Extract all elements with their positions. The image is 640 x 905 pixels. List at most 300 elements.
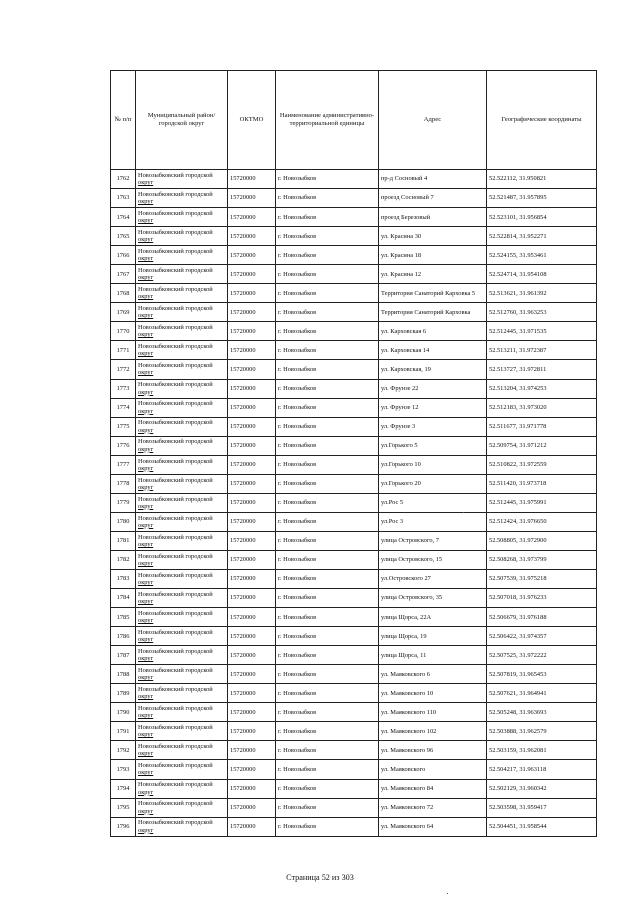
- cell-coordinates: 52.505248, 31.963693: [487, 703, 597, 722]
- municipality-line1: Новозыбковский городской: [138, 400, 213, 408]
- table-row: [111, 170, 597, 189]
- cell-oktmo: 15720000: [228, 798, 276, 817]
- cell-address: улица Щорса, 19: [379, 627, 487, 646]
- cell-coordinates: 52.511677, 31.971778: [487, 417, 597, 436]
- table-row: [111, 665, 597, 684]
- cell-territory: г. Новозыбков: [276, 550, 379, 569]
- cell-num: 1789: [111, 684, 136, 703]
- cell-coordinates: 52.507539, 31.975218: [487, 569, 597, 588]
- cell-oktmo: 15720000: [228, 189, 276, 208]
- cell-num: 1762: [111, 170, 136, 189]
- cell-address: ул.Рос 5: [379, 493, 487, 512]
- table-header: [111, 71, 597, 170]
- cell-address: ул. Маяковского: [379, 760, 487, 779]
- table-row: [111, 817, 597, 836]
- cell-coordinates: 52.504217, 31.963118: [487, 760, 597, 779]
- municipality-line2: округ: [138, 236, 154, 244]
- cell-address: улица Островского, 15: [379, 550, 487, 569]
- municipality-line1: Новозыбковский городской: [138, 171, 213, 179]
- municipality-line1: Новозыбковский городской: [138, 800, 213, 808]
- cell-oktmo: 15720000: [228, 341, 276, 360]
- municipality-line1: Новозыбковский городской: [138, 533, 213, 541]
- municipality-line2: округ: [138, 445, 154, 453]
- municipality-line1: Новозыбковский городской: [138, 686, 213, 694]
- municipality-line1: Новозыбковский городской: [138, 419, 213, 427]
- table-row: [111, 798, 597, 817]
- municipality-line2: округ: [138, 331, 154, 339]
- cell-coordinates: 52.512183, 31.973020: [487, 398, 597, 417]
- cell-coordinates: 52.513204, 31.974253: [487, 379, 597, 398]
- cell-coordinates: 52.510822, 31.972559: [487, 455, 597, 474]
- cell-address: ул. Маяковского 6: [379, 665, 487, 684]
- cell-territory: г. Новозыбков: [276, 665, 379, 684]
- cell-address: ул. Маяковского 64: [379, 817, 487, 836]
- municipality-line2: округ: [138, 769, 154, 777]
- cell-municipality: [136, 493, 228, 512]
- cell-address: улица Щорса, 11: [379, 646, 487, 665]
- cell-num: 1786: [111, 627, 136, 646]
- cell-num: 1773: [111, 379, 136, 398]
- cell-municipality: [136, 817, 228, 836]
- municipality-line1: Новозыбковский городской: [138, 190, 213, 198]
- table-row: [111, 779, 597, 798]
- cell-coordinates: 52.512445, 31.975991: [487, 493, 597, 512]
- municipality-line1: Новозыбковский городской: [138, 343, 213, 351]
- cell-oktmo: 15720000: [228, 417, 276, 436]
- table-row: [111, 379, 597, 398]
- cell-address: ул. Фрунзе 22: [379, 379, 487, 398]
- header-territory: Наименование административно-территориальной единицы: [276, 71, 379, 170]
- municipality-line2: округ: [138, 483, 154, 491]
- cell-num: 1777: [111, 455, 136, 474]
- cell-num: 1791: [111, 722, 136, 741]
- table-row: [111, 627, 597, 646]
- municipality-line1: Новозыбковский городской: [138, 248, 213, 255]
- cell-oktmo: 15720000: [228, 569, 276, 588]
- cell-address: ул. Маяковского 110: [379, 703, 487, 722]
- cell-num: 1765: [111, 227, 136, 246]
- municipality-line1: Новозыбковский городской: [138, 362, 213, 370]
- cell-territory: г. Новозыбков: [276, 722, 379, 741]
- cell-territory: г. Новозыбков: [276, 531, 379, 550]
- cell-municipality: [136, 360, 228, 379]
- cell-address: ул. Маяковского 84: [379, 779, 487, 798]
- cell-oktmo: 15720000: [228, 550, 276, 569]
- cell-territory: г. Новозыбков: [276, 779, 379, 798]
- cell-num: 1793: [111, 760, 136, 779]
- municipality-line2: округ: [138, 521, 154, 529]
- cell-oktmo: 15720000: [228, 436, 276, 455]
- cell-territory: г. Новозыбков: [276, 284, 379, 303]
- cell-territory: г. Новозыбков: [276, 798, 379, 817]
- municipality-line1: Новозыбковский городской: [138, 571, 213, 579]
- cell-municipality: [136, 341, 228, 360]
- cell-oktmo: 15720000: [228, 360, 276, 379]
- cell-num: 1771: [111, 341, 136, 360]
- cell-address: ул. Фрунзе 3: [379, 417, 487, 436]
- municipality-line1: Новозыбковский городской: [138, 647, 213, 655]
- cell-num: 1774: [111, 398, 136, 417]
- cell-territory: г. Новозыбков: [276, 303, 379, 322]
- cell-num: 1787: [111, 646, 136, 665]
- table-row: [111, 589, 597, 608]
- cell-municipality: [136, 627, 228, 646]
- cell-address: улица Островского, 35: [379, 589, 487, 608]
- cell-oktmo: 15720000: [228, 684, 276, 703]
- cell-territory: г. Новозыбков: [276, 265, 379, 284]
- cell-coordinates: 52.512445, 31.971535: [487, 322, 597, 341]
- cell-address: ул. Красина 12: [379, 265, 487, 284]
- municipality-line1: Новозыбковский городской: [138, 438, 213, 446]
- cell-num: 1790: [111, 703, 136, 722]
- municipality-line2: округ: [138, 655, 154, 663]
- municipality-line2: округ: [138, 312, 154, 320]
- cell-municipality: [136, 608, 228, 627]
- municipality-line1: Новозыбковский городской: [138, 609, 213, 617]
- municipality-line1: Новозыбковский городской: [138, 228, 213, 236]
- table-row: [111, 474, 597, 493]
- cell-num: 1768: [111, 284, 136, 303]
- cell-territory: г. Новозыбков: [276, 817, 379, 836]
- cell-municipality: [136, 722, 228, 741]
- cell-coordinates: 52.522112, 31.950821: [487, 170, 597, 189]
- table-row: [111, 303, 597, 322]
- cell-oktmo: 15720000: [228, 703, 276, 722]
- cell-territory: г. Новозыбков: [276, 608, 379, 627]
- municipality-line1: Новозыбковский городской: [138, 324, 213, 332]
- cell-num: 1782: [111, 550, 136, 569]
- table-row: [111, 550, 597, 569]
- cell-territory: г. Новозыбков: [276, 760, 379, 779]
- cell-coordinates: 52.504451, 31.958544: [487, 817, 597, 836]
- table-row: [111, 493, 597, 512]
- municipality-line1: Новозыбковский городской: [138, 305, 213, 313]
- municipality-line2: округ: [138, 693, 154, 701]
- municipality-line1: Новозыбковский городской: [138, 628, 213, 636]
- cell-territory: г. Новозыбков: [276, 417, 379, 436]
- cell-oktmo: 15720000: [228, 779, 276, 798]
- cell-address: ул. Маяковского 72: [379, 798, 487, 817]
- cell-municipality: [136, 208, 228, 227]
- cell-oktmo: 15720000: [228, 589, 276, 608]
- cell-municipality: [136, 569, 228, 588]
- cell-territory: г. Новозыбков: [276, 360, 379, 379]
- municipality-line1: Новозыбковский городской: [138, 667, 213, 675]
- municipality-line2: округ: [138, 788, 154, 796]
- municipality-line2: округ: [138, 617, 154, 625]
- cell-address: Территория Санаторий Карховка: [379, 303, 487, 322]
- cell-territory: г. Новозыбков: [276, 569, 379, 588]
- cell-num: 1794: [111, 779, 136, 798]
- cell-address: улица Островского, 7: [379, 531, 487, 550]
- municipality-line2: округ: [138, 712, 154, 720]
- municipality-line1: Новозыбковский городской: [138, 476, 213, 484]
- table-row: [111, 189, 597, 208]
- cell-territory: г. Новозыбков: [276, 341, 379, 360]
- cell-address: ул. Фрунзе 12: [379, 398, 487, 417]
- table-row: [111, 360, 597, 379]
- cell-territory: г. Новозыбков: [276, 189, 379, 208]
- cell-municipality: [136, 322, 228, 341]
- cell-address: Территория Санаторий Карховка 5: [379, 284, 487, 303]
- cell-municipality: [136, 550, 228, 569]
- municipality-line1: Новозыбковский городской: [138, 724, 213, 732]
- municipality-line1: Новозыбковский городской: [138, 495, 213, 503]
- table-row: [111, 512, 597, 531]
- cell-oktmo: 15720000: [228, 531, 276, 550]
- cell-coordinates: 52.503888, 31.962579: [487, 722, 597, 741]
- municipality-line2: округ: [138, 369, 154, 377]
- cell-address: ул. Маяковского 10: [379, 684, 487, 703]
- table-row: [111, 646, 597, 665]
- municipality-line1: Новозыбковский городской: [138, 819, 213, 827]
- cell-coordinates: 52.513727, 31.972811: [487, 360, 597, 379]
- cell-oktmo: 15720000: [228, 512, 276, 531]
- cell-oktmo: 15720000: [228, 646, 276, 665]
- municipality-line1: Новозыбковский городской: [138, 381, 213, 389]
- cell-address: улица Щорса, 22А: [379, 608, 487, 627]
- table-row: [111, 569, 597, 588]
- cell-num: 1769: [111, 303, 136, 322]
- cell-municipality: [136, 741, 228, 760]
- municipality-line2: округ: [138, 179, 154, 187]
- municipality-line2: округ: [138, 407, 154, 415]
- municipality-line2: округ: [138, 274, 154, 282]
- cell-coordinates: 52.506679, 31.976188: [487, 608, 597, 627]
- cell-municipality: [136, 417, 228, 436]
- cell-coordinates: 52.511420, 31.973718: [487, 474, 597, 493]
- municipality-line2: округ: [138, 826, 154, 834]
- municipality-line2: округ: [138, 502, 154, 510]
- table-row: [111, 722, 597, 741]
- cell-territory: г. Новозыбков: [276, 646, 379, 665]
- cell-coordinates: 52.509754, 31.971212: [487, 436, 597, 455]
- cell-oktmo: 15720000: [228, 817, 276, 836]
- cell-territory: г. Новозыбков: [276, 512, 379, 531]
- cell-municipality: [136, 379, 228, 398]
- cell-num: 1779: [111, 493, 136, 512]
- table-row: [111, 703, 597, 722]
- cell-address: ул.Горького 20: [379, 474, 487, 493]
- cell-oktmo: 15720000: [228, 627, 276, 646]
- cell-municipality: [136, 798, 228, 817]
- cell-coordinates: 52.507525, 31.972222: [487, 646, 597, 665]
- municipality-line2: округ: [138, 674, 154, 682]
- cell-address: ул. Красина 30: [379, 227, 487, 246]
- cell-municipality: [136, 246, 228, 265]
- table-body: [111, 170, 597, 837]
- cell-coordinates: 52.524714, 31.954108: [487, 265, 597, 284]
- municipality-line2: округ: [138, 750, 154, 758]
- cell-coordinates: 52.512760, 31.963253: [487, 303, 597, 322]
- cell-coordinates: 52.521487, 31.957895: [487, 189, 597, 208]
- cell-num: 1788: [111, 665, 136, 684]
- cell-coordinates: 52.502129, 31.960342: [487, 779, 597, 798]
- cell-oktmo: 15720000: [228, 170, 276, 189]
- table-row: [111, 455, 597, 474]
- cell-oktmo: 15720000: [228, 322, 276, 341]
- cell-oktmo: 15720000: [228, 665, 276, 684]
- header-address: Адрес: [379, 71, 487, 170]
- cell-address: ул. Карховская 6: [379, 322, 487, 341]
- cell-municipality: [136, 684, 228, 703]
- cell-oktmo: 15720000: [228, 208, 276, 227]
- table-row: [111, 741, 597, 760]
- cell-municipality: [136, 303, 228, 322]
- header-municipality: Муниципальный район/городской округ: [136, 71, 228, 170]
- municipality-line2: округ: [138, 464, 154, 472]
- cell-num: 1764: [111, 208, 136, 227]
- municipality-line1: Новозыбковский городской: [138, 590, 213, 598]
- cell-territory: г. Новозыбков: [276, 246, 379, 265]
- table-row: [111, 284, 597, 303]
- municipality-line2: округ: [138, 350, 154, 358]
- cell-num: 1780: [111, 512, 136, 531]
- cell-address: проезд Березовый: [379, 208, 487, 227]
- cell-municipality: [136, 531, 228, 550]
- cell-municipality: [136, 760, 228, 779]
- cell-num: 1783: [111, 569, 136, 588]
- municipality-line1: Новозыбковский городской: [138, 209, 213, 217]
- municipality-line1: Новозыбковский городской: [138, 457, 213, 465]
- cell-territory: г. Новозыбков: [276, 474, 379, 493]
- cell-coordinates: 52.507018, 31.976233: [487, 589, 597, 608]
- cell-coordinates: 52.508805, 31.972900: [487, 531, 597, 550]
- cell-num: 1781: [111, 531, 136, 550]
- table-row: [111, 208, 597, 227]
- municipality-line2: округ: [138, 255, 154, 263]
- cell-num: 1785: [111, 608, 136, 627]
- cell-municipality: [136, 646, 228, 665]
- cell-address: ул.Рос 3: [379, 512, 487, 531]
- cell-num: 1775: [111, 417, 136, 436]
- cell-coordinates: 52.513621, 31.961392: [487, 284, 597, 303]
- cell-oktmo: 15720000: [228, 455, 276, 474]
- cell-municipality: [136, 436, 228, 455]
- cell-address: ул.Островского 27: [379, 569, 487, 588]
- cell-oktmo: 15720000: [228, 227, 276, 246]
- cell-territory: г. Новозыбков: [276, 455, 379, 474]
- cell-territory: г. Новозыбков: [276, 741, 379, 760]
- municipality-line2: округ: [138, 293, 154, 301]
- municipality-line2: округ: [138, 540, 154, 548]
- table-row: [111, 417, 597, 436]
- cell-municipality: [136, 665, 228, 684]
- cell-municipality: [136, 284, 228, 303]
- cell-coordinates: 52.522814, 31.952271: [487, 227, 597, 246]
- cell-municipality: [136, 455, 228, 474]
- cell-coordinates: 52.508268, 31.973799: [487, 550, 597, 569]
- cell-territory: г. Новозыбков: [276, 627, 379, 646]
- municipality-line1: Новозыбковский городской: [138, 552, 213, 560]
- table-row: [111, 341, 597, 360]
- table-row: [111, 531, 597, 550]
- cell-territory: г. Новозыбков: [276, 208, 379, 227]
- municipality-line1: Новозыбковский городской: [138, 781, 213, 789]
- cell-num: 1767: [111, 265, 136, 284]
- cell-coordinates: 52.503159, 31.962081: [487, 741, 597, 760]
- header-oktmo: ОКТМО: [228, 71, 276, 170]
- cell-oktmo: 15720000: [228, 760, 276, 779]
- municipality-line2: округ: [138, 731, 154, 739]
- cell-num: 1770: [111, 322, 136, 341]
- cell-coordinates: 52.503598, 31.959417: [487, 798, 597, 817]
- cell-num: 1772: [111, 360, 136, 379]
- page-number: Страница 52 из 303: [286, 873, 354, 882]
- registry-table: [110, 70, 597, 837]
- municipality-line2: округ: [138, 198, 154, 206]
- cell-territory: г. Новозыбков: [276, 227, 379, 246]
- cell-municipality: [136, 189, 228, 208]
- cell-coordinates: 52.513211, 31.972387: [487, 341, 597, 360]
- cell-address: ул. Красина 18: [379, 246, 487, 265]
- table-row: [111, 436, 597, 455]
- cell-address: ул. Маяковского 96: [379, 741, 487, 760]
- municipality-line1: Новозыбковский городской: [138, 762, 213, 770]
- cell-address: ул. Карховская 14: [379, 341, 487, 360]
- cell-oktmo: 15720000: [228, 246, 276, 265]
- cell-territory: г. Новозыбков: [276, 398, 379, 417]
- table-row: [111, 684, 597, 703]
- cell-territory: г. Новозыбков: [276, 684, 379, 703]
- cell-territory: г. Новозыбков: [276, 493, 379, 512]
- cell-address: проезд Сосновый 7: [379, 189, 487, 208]
- cell-address: пр-д Сосновый 4: [379, 170, 487, 189]
- table-row: [111, 246, 597, 265]
- cell-municipality: [136, 512, 228, 531]
- cell-oktmo: 15720000: [228, 303, 276, 322]
- cell-municipality: [136, 265, 228, 284]
- cell-municipality: [136, 474, 228, 493]
- scan-speck: [463, 512, 464, 513]
- cell-coordinates: 52.506422, 31.974357: [487, 627, 597, 646]
- cell-municipality: [136, 170, 228, 189]
- cell-coordinates: 52.512424, 31.976650: [487, 512, 597, 531]
- cell-num: 1778: [111, 474, 136, 493]
- table-row: [111, 760, 597, 779]
- cell-oktmo: 15720000: [228, 493, 276, 512]
- cell-num: 1795: [111, 798, 136, 817]
- cell-oktmo: 15720000: [228, 284, 276, 303]
- cell-oktmo: 15720000: [228, 474, 276, 493]
- cell-territory: г. Новозыбков: [276, 379, 379, 398]
- table-row: [111, 608, 597, 627]
- cell-oktmo: 15720000: [228, 722, 276, 741]
- cell-territory: г. Новозыбков: [276, 170, 379, 189]
- cell-coordinates: 52.507819, 31.965453: [487, 665, 597, 684]
- cell-num: 1776: [111, 436, 136, 455]
- cell-num: 1763: [111, 189, 136, 208]
- cell-municipality: [136, 589, 228, 608]
- cell-address: ул. Маяковского 102: [379, 722, 487, 741]
- table-row: [111, 227, 597, 246]
- municipality-line2: округ: [138, 217, 154, 225]
- table-row: [111, 265, 597, 284]
- table-row: [111, 322, 597, 341]
- cell-territory: г. Новозыбков: [276, 436, 379, 455]
- municipality-line1: Новозыбковский городской: [138, 267, 213, 275]
- cell-address: ул.Горького 10: [379, 455, 487, 474]
- cell-municipality: [136, 779, 228, 798]
- municipality-line2: округ: [138, 636, 154, 644]
- cell-oktmo: 15720000: [228, 608, 276, 627]
- cell-num: 1796: [111, 817, 136, 836]
- header-num: № п/п: [111, 71, 136, 170]
- header-coordinates: Географические координаты: [487, 71, 597, 170]
- cell-municipality: [136, 398, 228, 417]
- cell-coordinates: 52.523101, 31.956854: [487, 208, 597, 227]
- municipality-line1: Новозыбковский городской: [138, 514, 213, 522]
